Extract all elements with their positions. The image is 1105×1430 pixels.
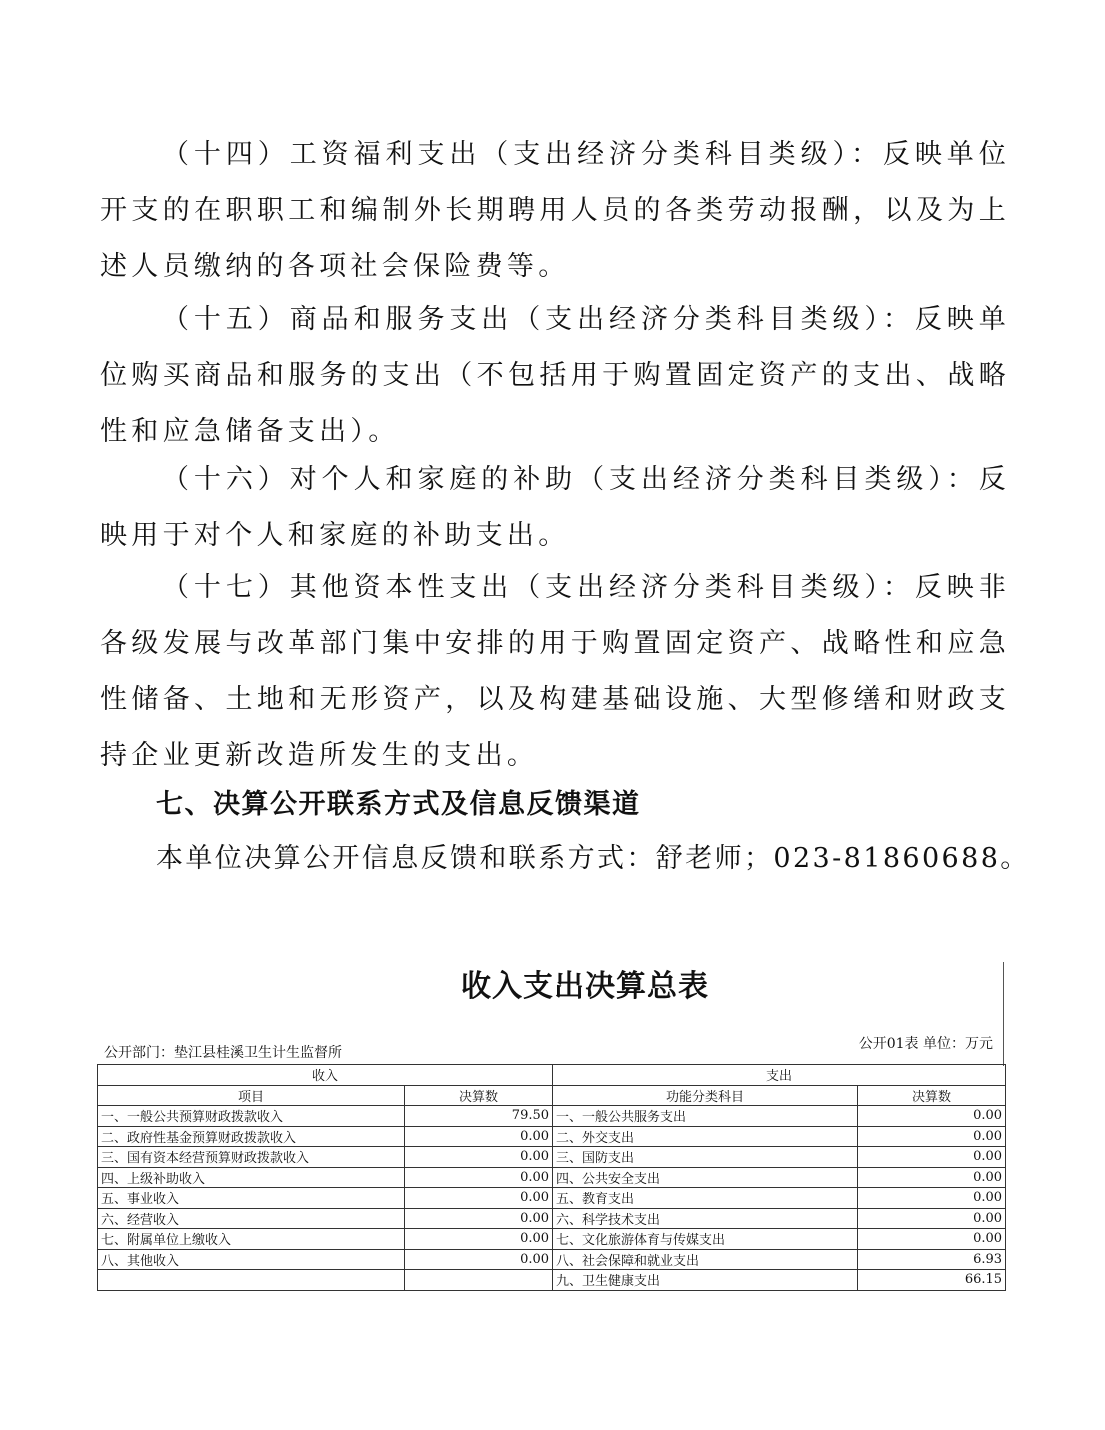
paragraph-goods-services: （十五）商品和服务支出（支出经济分类科目类级）：反映单位购买商品和服务的支出（不包括用于购置固定资产的支出、战略性和应急储备支出）。 — [100, 304, 1010, 447]
expense-amount-cell: 0.00 — [858, 1167, 1006, 1188]
table-row — [98, 1208, 1006, 1229]
expense-amount-cell: 0.00 — [858, 1188, 1006, 1209]
expense-amount-cell: 0.00 — [858, 1147, 1006, 1168]
expense-item-cell: 九、卫生健康支出 — [553, 1270, 858, 1291]
paragraph-wage-welfare: （十四）工资福利支出（支出经济分类科目类级）：反映单位开支的在职职工和编制外长期聘用人员的各类劳动报酬，以及为上述人员缴纳的各项社会保险费等。 — [100, 139, 1010, 282]
table-row — [98, 1167, 1006, 1188]
expense-item-cell: 八、社会保障和就业支出 — [553, 1249, 858, 1270]
expense-amount-cell: 0.00 — [858, 1106, 1006, 1127]
expense-group-header: 支出 — [553, 1065, 1006, 1086]
income-amount-cell: 0.00 — [405, 1208, 553, 1229]
column-header-amount: 决算数 — [405, 1085, 553, 1106]
table-row — [98, 1270, 1006, 1291]
income-group-header: 收入 — [98, 1065, 553, 1086]
table-row — [98, 1147, 1006, 1168]
expense-item-cell: 四、公共安全支出 — [553, 1167, 858, 1188]
income-item-cell: 四、上级补助收入 — [98, 1167, 405, 1188]
table-row — [98, 1188, 1006, 1209]
income-amount-cell: 0.00 — [405, 1126, 553, 1147]
expense-item-cell: 七、文化旅游体育与传媒支出 — [553, 1229, 858, 1250]
table-row — [98, 1249, 1006, 1270]
expense-item-cell: 一、一般公共服务支出 — [553, 1106, 858, 1127]
expense-amount-cell: 66.15 — [858, 1270, 1006, 1291]
income-amount-cell: 0.00 — [405, 1147, 553, 1168]
column-header-amount-expense: 决算数 — [858, 1085, 1006, 1106]
department-label: 公开部门：垫江县桂溪卫生计生监督所 — [104, 1045, 342, 1061]
page-edge-line — [1003, 962, 1004, 1066]
expense-item-cell: 五、教育支出 — [553, 1188, 858, 1209]
income-item-cell: 六、经营收入 — [98, 1208, 405, 1229]
income-item-cell: 七、附属单位上缴收入 — [98, 1229, 405, 1250]
table-group-header-row — [98, 1065, 1006, 1086]
income-item-cell: 二、政府性基金预算财政拨款收入 — [98, 1126, 405, 1147]
expense-amount-cell: 0.00 — [858, 1229, 1006, 1250]
income-item-cell: 八、其他收入 — [98, 1249, 405, 1270]
income-amount-cell: 0.00 — [405, 1167, 553, 1188]
income-amount-cell: 0.00 — [405, 1249, 553, 1270]
paragraph-capital-expenditure: （十七）其他资本性支出（支出经济分类科目类级）：反映非各级发展与改革部门集中安排的用于购置固定资产、战略性和应急性储备、土地和无形资产，以及构建基础设施、大型修缮和财政支持企业更新改造所发生的支出。 — [100, 572, 1010, 771]
column-header-item: 项目 — [98, 1085, 405, 1106]
form-unit-label: 公开01表 单位：万元 — [858, 1036, 993, 1052]
table-row — [98, 1229, 1006, 1250]
expense-item-cell: 六、科学技术支出 — [553, 1208, 858, 1229]
expense-amount-cell: 6.93 — [858, 1249, 1006, 1270]
income-expense-table — [97, 1064, 1006, 1291]
paragraph-household-subsidy: （十六）对个人和家庭的补助（支出经济分类科目类级）：反映用于对个人和家庭的补助支出。 — [100, 464, 1010, 551]
table-column-header-row — [98, 1085, 1006, 1106]
income-amount-cell: 0.00 — [405, 1229, 553, 1250]
income-amount-cell — [405, 1270, 553, 1291]
income-item-cell: 三、国有资本经营预算财政拨款收入 — [98, 1147, 405, 1168]
column-header-function-category: 功能分类科目 — [553, 1085, 858, 1106]
income-item-cell: 一、一般公共预算财政拨款收入 — [98, 1106, 405, 1127]
section-heading-contact: 七、决算公开联系方式及信息反馈渠道 — [156, 789, 641, 820]
expense-amount-cell: 0.00 — [858, 1126, 1006, 1147]
income-item-cell: 五、事业收入 — [98, 1188, 405, 1209]
table-row — [98, 1106, 1006, 1127]
table-row — [98, 1126, 1006, 1147]
income-amount-cell: 0.00 — [405, 1188, 553, 1209]
income-amount-cell: 79.50 — [405, 1106, 553, 1127]
table-title: 收入支出决算总表 — [461, 969, 709, 1004]
expense-item-cell: 二、外交支出 — [553, 1126, 858, 1147]
expense-item-cell: 三、国防支出 — [553, 1147, 858, 1168]
contact-info: 本单位决算公开信息反馈和联系方式：舒老师；023-81860688。 — [156, 843, 1030, 874]
income-item-cell — [98, 1270, 405, 1291]
expense-amount-cell: 0.00 — [858, 1208, 1006, 1229]
